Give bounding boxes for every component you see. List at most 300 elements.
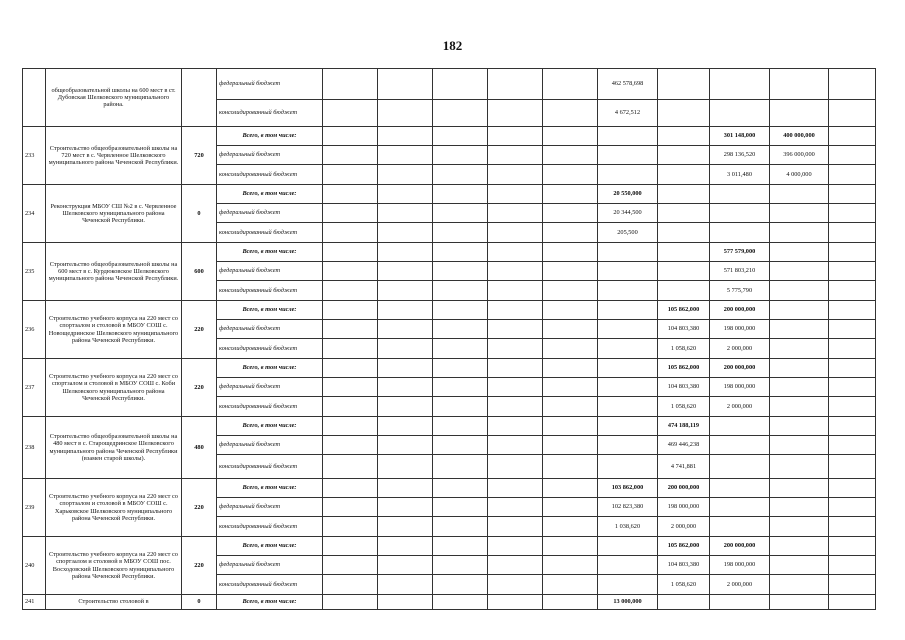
- amount-cell: 200 000,000: [710, 537, 770, 556]
- amount-cell: 301 148,000: [710, 127, 770, 146]
- amount-cell: [829, 575, 876, 595]
- amount-cell: 200 000,000: [710, 301, 770, 320]
- row-number: 239: [23, 479, 46, 537]
- amount-cell: [488, 281, 543, 301]
- amount-cell: [323, 479, 378, 498]
- amount-cell: [543, 223, 598, 243]
- amount-cell: [543, 320, 598, 339]
- table-row: [23, 417, 876, 436]
- amount-cell: [488, 517, 543, 537]
- funding-source: консолидированный бюджет: [217, 397, 323, 417]
- amount-cell: [433, 100, 488, 127]
- table-row: [23, 127, 876, 146]
- amount-cell: 20 550,000: [598, 185, 658, 204]
- amount-cell: [543, 281, 598, 301]
- capacity: [182, 69, 217, 127]
- amount-cell: [598, 320, 658, 339]
- amount-cell: [710, 185, 770, 204]
- amount-cell: [488, 146, 543, 165]
- amount-cell: [433, 185, 488, 204]
- amount-cell: [829, 301, 876, 320]
- amount-cell: [770, 100, 829, 127]
- amount-cell: [710, 69, 770, 100]
- amount-cell: [488, 243, 543, 262]
- amount-cell: 4 000,000: [770, 165, 829, 185]
- funding-source: консолидированный бюджет: [217, 100, 323, 127]
- amount-cell: [658, 146, 710, 165]
- amount-cell: [658, 204, 710, 223]
- amount-cell: [433, 204, 488, 223]
- table-row: [23, 537, 876, 556]
- amount-cell: [829, 556, 876, 575]
- amount-cell: [433, 455, 488, 479]
- amount-cell: [658, 127, 710, 146]
- amount-cell: [433, 165, 488, 185]
- amount-cell: [323, 595, 378, 610]
- amount-cell: [433, 223, 488, 243]
- amount-cell: 2 000,000: [710, 575, 770, 595]
- amount-cell: [829, 185, 876, 204]
- funding-source: консолидированный бюджет: [217, 165, 323, 185]
- amount-cell: 2 000,000: [658, 517, 710, 537]
- amount-cell: [488, 595, 543, 610]
- amount-cell: [770, 556, 829, 575]
- amount-cell: [378, 556, 433, 575]
- amount-cell: 198 000,000: [658, 498, 710, 517]
- amount-cell: [770, 359, 829, 378]
- amount-cell: [543, 517, 598, 537]
- amount-cell: [378, 436, 433, 455]
- amount-cell: [710, 417, 770, 436]
- row-number: [23, 69, 46, 127]
- amount-cell: [710, 100, 770, 127]
- amount-cell: [770, 417, 829, 436]
- amount-cell: [378, 378, 433, 397]
- amount-cell: 1 058,620: [658, 397, 710, 417]
- capacity: 220: [182, 537, 217, 595]
- amount-cell: [323, 517, 378, 537]
- object-name: Строительство столовой в: [46, 595, 182, 610]
- amount-cell: [543, 436, 598, 455]
- amount-cell: [770, 378, 829, 397]
- amount-cell: [378, 479, 433, 498]
- amount-cell: [770, 204, 829, 223]
- amount-cell: [598, 127, 658, 146]
- amount-cell: [433, 359, 488, 378]
- amount-cell: [433, 127, 488, 146]
- amount-cell: 200 000,000: [710, 359, 770, 378]
- amount-cell: [710, 595, 770, 610]
- amount-cell: [829, 479, 876, 498]
- amount-cell: [378, 100, 433, 127]
- object-name: Реконструкция МБОУ СШ №2 в с. Червленное Шелковского муниципального района Чеченской Республики.: [46, 185, 182, 243]
- amount-cell: [488, 575, 543, 595]
- amount-cell: [433, 301, 488, 320]
- amount-cell: 104 803,380: [658, 556, 710, 575]
- amount-cell: [323, 320, 378, 339]
- table-row: [23, 243, 876, 262]
- funding-source: консолидированный бюджет: [217, 455, 323, 479]
- amount-cell: [323, 100, 378, 127]
- funding-source: консолидированный бюджет: [217, 223, 323, 243]
- amount-cell: 200 000,000: [658, 479, 710, 498]
- capacity: 0: [182, 185, 217, 243]
- amount-cell: [829, 204, 876, 223]
- funding-source: федеральный бюджет: [217, 436, 323, 455]
- object-name: Строительство общеобразовательной школы на 480 мест в с. Старощедринское Шелковского муниципального района Чеченской Республики (взамен старой школы).: [46, 417, 182, 479]
- amount-cell: [323, 455, 378, 479]
- amount-cell: [710, 204, 770, 223]
- amount-cell: [323, 378, 378, 397]
- amount-cell: [488, 455, 543, 479]
- funding-source: федеральный бюджет: [217, 204, 323, 223]
- row-number: 233: [23, 127, 46, 185]
- amount-cell: [598, 359, 658, 378]
- amount-cell: [433, 69, 488, 100]
- amount-cell: [543, 417, 598, 436]
- amount-cell: [433, 537, 488, 556]
- amount-cell: [829, 359, 876, 378]
- amount-cell: [488, 537, 543, 556]
- amount-cell: [710, 455, 770, 479]
- amount-cell: [433, 320, 488, 339]
- amount-cell: [770, 397, 829, 417]
- row-number: 234: [23, 185, 46, 243]
- amount-cell: [829, 243, 876, 262]
- amount-cell: 205,500: [598, 223, 658, 243]
- amount-cell: [829, 320, 876, 339]
- amount-cell: [488, 397, 543, 417]
- amount-cell: 20 344,500: [598, 204, 658, 223]
- amount-cell: [543, 185, 598, 204]
- object-name: Строительство учебного корпуса на 220 мест со спортзалом и столовой в МБОУ СОШ с. Новощедринское Шелковского муниципального района Чеченской Республики.: [46, 301, 182, 359]
- amount-cell: [829, 281, 876, 301]
- amount-cell: [710, 436, 770, 455]
- amount-cell: [710, 479, 770, 498]
- amount-cell: [433, 281, 488, 301]
- amount-cell: [710, 223, 770, 243]
- amount-cell: [770, 537, 829, 556]
- object-name: Строительство общеобразовательной школы на 600 мест в с. Курдюковское Шелковского муниципального района Чеченской Республики.: [46, 243, 182, 301]
- amount-cell: [433, 575, 488, 595]
- amount-cell: [770, 301, 829, 320]
- amount-cell: [378, 320, 433, 339]
- amount-cell: [770, 595, 829, 610]
- amount-cell: [543, 378, 598, 397]
- amount-cell: [543, 243, 598, 262]
- amount-cell: 462 578,698: [598, 69, 658, 100]
- amount-cell: [829, 262, 876, 281]
- table-row: [23, 185, 876, 204]
- amount-cell: [829, 378, 876, 397]
- object-name: общеобразовательной школы на 600 мест в ст. Дубовская Шелковского муниципального района.: [46, 69, 182, 127]
- funding-source: федеральный бюджет: [217, 378, 323, 397]
- amount-cell: [658, 69, 710, 100]
- funding-source: Всего, в том числе:: [217, 595, 323, 610]
- amount-cell: [543, 537, 598, 556]
- amount-cell: [323, 498, 378, 517]
- amount-cell: [829, 595, 876, 610]
- amount-cell: [710, 517, 770, 537]
- amount-cell: [323, 204, 378, 223]
- amount-cell: [710, 498, 770, 517]
- amount-cell: [378, 165, 433, 185]
- amount-cell: [770, 517, 829, 537]
- funding-source: федеральный бюджет: [217, 69, 323, 100]
- amount-cell: [433, 146, 488, 165]
- amount-cell: [323, 436, 378, 455]
- amount-cell: [598, 397, 658, 417]
- amount-cell: [543, 69, 598, 100]
- amount-cell: [829, 127, 876, 146]
- amount-cell: [543, 146, 598, 165]
- amount-cell: [770, 69, 829, 100]
- amount-cell: [433, 262, 488, 281]
- table-row: [23, 595, 876, 610]
- table-row: [23, 301, 876, 320]
- amount-cell: [598, 165, 658, 185]
- row-number: 237: [23, 359, 46, 417]
- amount-cell: [488, 165, 543, 185]
- amount-cell: [323, 262, 378, 281]
- amount-cell: [770, 262, 829, 281]
- amount-cell: [598, 146, 658, 165]
- amount-cell: [770, 185, 829, 204]
- amount-cell: [543, 479, 598, 498]
- amount-cell: [488, 262, 543, 281]
- funding-source: консолидированный бюджет: [217, 575, 323, 595]
- amount-cell: [378, 127, 433, 146]
- amount-cell: [433, 417, 488, 436]
- amount-cell: [770, 320, 829, 339]
- amount-cell: [378, 575, 433, 595]
- amount-cell: [543, 498, 598, 517]
- amount-cell: [543, 397, 598, 417]
- amount-cell: [598, 455, 658, 479]
- row-number: 241: [23, 595, 46, 610]
- amount-cell: [770, 436, 829, 455]
- amount-cell: [598, 378, 658, 397]
- amount-cell: 400 000,000: [770, 127, 829, 146]
- amount-cell: 104 803,380: [658, 378, 710, 397]
- amount-cell: [378, 517, 433, 537]
- amount-cell: [598, 339, 658, 359]
- amount-cell: [433, 517, 488, 537]
- amount-cell: [433, 498, 488, 517]
- amount-cell: [488, 556, 543, 575]
- amount-cell: [543, 455, 598, 479]
- amount-cell: [323, 146, 378, 165]
- amount-cell: [770, 281, 829, 301]
- amount-cell: [488, 185, 543, 204]
- funding-source: федеральный бюджет: [217, 498, 323, 517]
- amount-cell: 105 862,000: [658, 537, 710, 556]
- amount-cell: [543, 204, 598, 223]
- amount-cell: [543, 575, 598, 595]
- amount-cell: [829, 537, 876, 556]
- amount-cell: [770, 575, 829, 595]
- amount-cell: 13 000,000: [598, 595, 658, 610]
- amount-cell: [378, 281, 433, 301]
- amount-cell: [598, 436, 658, 455]
- row-number: 236: [23, 301, 46, 359]
- amount-cell: 198 000,000: [710, 556, 770, 575]
- row-number: 238: [23, 417, 46, 479]
- amount-cell: [378, 417, 433, 436]
- amount-cell: 298 136,520: [710, 146, 770, 165]
- amount-cell: [598, 243, 658, 262]
- amount-cell: 4 741,881: [658, 455, 710, 479]
- amount-cell: [378, 262, 433, 281]
- amount-cell: [323, 243, 378, 262]
- funding-source: консолидированный бюджет: [217, 339, 323, 359]
- amount-cell: [598, 556, 658, 575]
- amount-cell: [488, 436, 543, 455]
- amount-cell: [433, 556, 488, 575]
- amount-cell: [829, 146, 876, 165]
- budget-table: [22, 68, 876, 610]
- amount-cell: [488, 359, 543, 378]
- amount-cell: [488, 498, 543, 517]
- amount-cell: [543, 127, 598, 146]
- amount-cell: [323, 301, 378, 320]
- amount-cell: [770, 479, 829, 498]
- amount-cell: 103 862,000: [598, 479, 658, 498]
- amount-cell: [433, 397, 488, 417]
- amount-cell: [829, 436, 876, 455]
- amount-cell: [323, 537, 378, 556]
- amount-cell: [378, 204, 433, 223]
- amount-cell: [378, 455, 433, 479]
- amount-cell: [543, 359, 598, 378]
- amount-cell: [543, 556, 598, 575]
- amount-cell: [829, 397, 876, 417]
- amount-cell: [488, 301, 543, 320]
- amount-cell: [829, 100, 876, 127]
- amount-cell: [598, 262, 658, 281]
- amount-cell: [378, 69, 433, 100]
- table-row: [23, 69, 876, 100]
- amount-cell: [770, 223, 829, 243]
- amount-cell: 2 000,000: [710, 339, 770, 359]
- amount-cell: [323, 575, 378, 595]
- amount-cell: 469 446,238: [658, 436, 710, 455]
- amount-cell: [543, 301, 598, 320]
- amount-cell: [829, 498, 876, 517]
- funding-source: федеральный бюджет: [217, 320, 323, 339]
- amount-cell: [829, 339, 876, 359]
- funding-source: Всего, в том числе:: [217, 185, 323, 204]
- row-number: 235: [23, 243, 46, 301]
- amount-cell: [488, 69, 543, 100]
- amount-cell: [770, 243, 829, 262]
- funding-source: федеральный бюджет: [217, 146, 323, 165]
- amount-cell: [323, 127, 378, 146]
- capacity: 220: [182, 301, 217, 359]
- amount-cell: 4 672,512: [598, 100, 658, 127]
- funding-source: Всего, в том числе:: [217, 479, 323, 498]
- amount-cell: [323, 417, 378, 436]
- amount-cell: [323, 339, 378, 359]
- amount-cell: [488, 127, 543, 146]
- funding-source: консолидированный бюджет: [217, 517, 323, 537]
- object-name: Строительство учебного корпуса на 220 мест со спортзалом и столовой в МБОУ СОШ с. Коби Шелковского муниципального района Чеченской Республики.: [46, 359, 182, 417]
- funding-source: Всего, в том числе:: [217, 359, 323, 378]
- amount-cell: [598, 301, 658, 320]
- amount-cell: [829, 417, 876, 436]
- amount-cell: 1 058,620: [658, 339, 710, 359]
- amount-cell: [488, 417, 543, 436]
- amount-cell: [598, 417, 658, 436]
- amount-cell: [598, 537, 658, 556]
- amount-cell: [488, 223, 543, 243]
- object-name: Строительство учебного корпуса на 220 мест со спортзалом и столовой в МБОУ СОШ с. Харьковское Шелковского муниципального района Чеченской Республики.: [46, 479, 182, 537]
- funding-source: Всего, в том числе:: [217, 127, 323, 146]
- amount-cell: 5 775,790: [710, 281, 770, 301]
- amount-cell: [488, 378, 543, 397]
- amount-cell: [488, 320, 543, 339]
- amount-cell: [378, 339, 433, 359]
- amount-cell: [543, 262, 598, 281]
- amount-cell: [543, 595, 598, 610]
- row-number: 240: [23, 537, 46, 595]
- amount-cell: 474 188,119: [658, 417, 710, 436]
- amount-cell: [829, 69, 876, 100]
- object-name: Строительство учебного корпуса на 220 мест со спортзалом и столовой в МБОУ СОШ пос. Восходовский Шелковского муниципального района Чеченской Республики.: [46, 537, 182, 595]
- amount-cell: 105 862,000: [658, 359, 710, 378]
- amount-cell: [323, 397, 378, 417]
- funding-source: Всего, в том числе:: [217, 243, 323, 262]
- amount-cell: [323, 556, 378, 575]
- amount-cell: [433, 339, 488, 359]
- amount-cell: 1 038,620: [598, 517, 658, 537]
- funding-source: консолидированный бюджет: [217, 281, 323, 301]
- amount-cell: [323, 185, 378, 204]
- funding-source: Всего, в том числе:: [217, 301, 323, 320]
- amount-cell: [488, 479, 543, 498]
- amount-cell: 102 823,380: [598, 498, 658, 517]
- capacity: 0: [182, 595, 217, 610]
- amount-cell: [770, 455, 829, 479]
- amount-cell: [829, 455, 876, 479]
- amount-cell: [488, 204, 543, 223]
- amount-cell: [433, 595, 488, 610]
- amount-cell: 105 862,000: [658, 301, 710, 320]
- amount-cell: 104 803,380: [658, 320, 710, 339]
- amount-cell: [323, 223, 378, 243]
- amount-cell: [829, 517, 876, 537]
- amount-cell: [378, 301, 433, 320]
- capacity: 220: [182, 479, 217, 537]
- amount-cell: [378, 223, 433, 243]
- funding-source: федеральный бюджет: [217, 262, 323, 281]
- amount-cell: [433, 243, 488, 262]
- amount-cell: 198 000,000: [710, 320, 770, 339]
- amount-cell: [658, 262, 710, 281]
- amount-cell: [378, 185, 433, 204]
- amount-cell: [378, 146, 433, 165]
- amount-cell: [433, 479, 488, 498]
- funding-source: Всего, в том числе:: [217, 537, 323, 556]
- amount-cell: [658, 165, 710, 185]
- amount-cell: 1 058,620: [658, 575, 710, 595]
- amount-cell: [323, 359, 378, 378]
- amount-cell: [598, 281, 658, 301]
- amount-cell: 3 011,480: [710, 165, 770, 185]
- amount-cell: [543, 165, 598, 185]
- amount-cell: 198 000,000: [710, 378, 770, 397]
- amount-cell: [378, 243, 433, 262]
